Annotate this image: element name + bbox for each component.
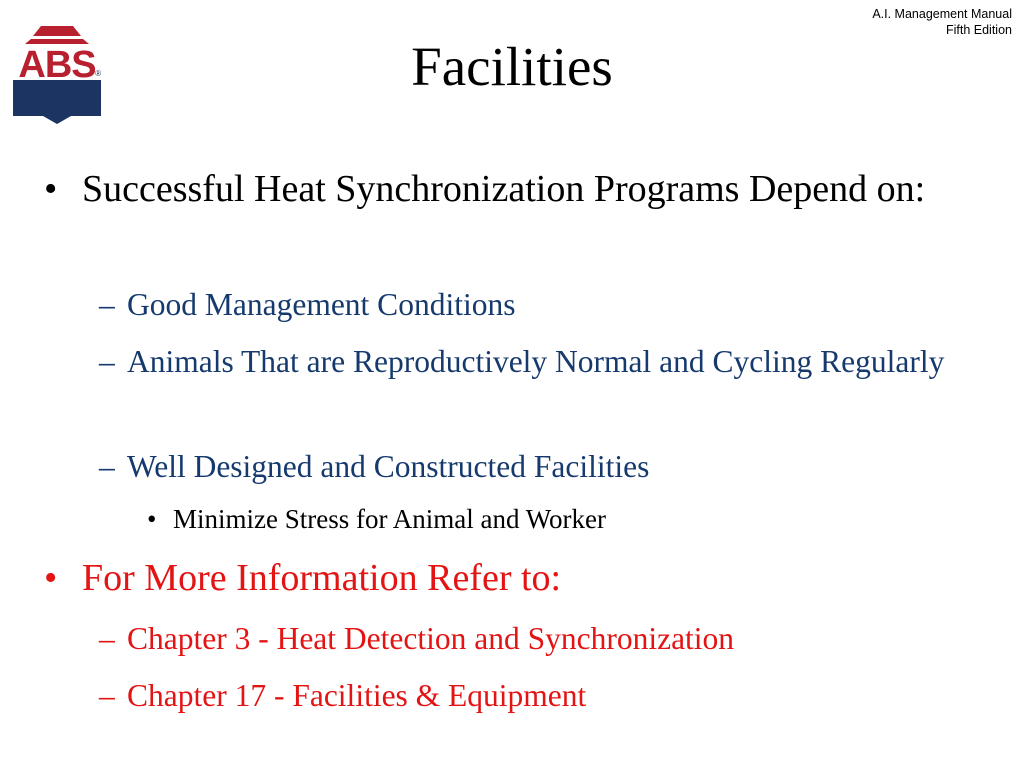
bullet-text: For More Information Refer to: [82, 557, 562, 599]
dash-marker: – [99, 344, 115, 379]
sub-sub-bullet-text: Minimize Stress for Animal and Worker [173, 504, 607, 534]
registered-mark: ® [95, 69, 101, 78]
sub-bullet-item [99, 672, 1007, 719]
bullet-marker: • [44, 168, 58, 210]
bullet-marker: • [44, 557, 58, 599]
slide-title: Facilities [411, 36, 613, 97]
dash-marker: – [99, 449, 115, 484]
manual-edition: Fifth Edition [945, 23, 1012, 37]
dash-marker: – [99, 287, 115, 322]
sub-bullet-text: Chapter 3 - Heat Detection and Synchronization [127, 621, 735, 656]
sub-bullet-item [99, 338, 1007, 385]
sub-bullet-text: Good Management Conditions [127, 287, 516, 322]
sub-bullet-text: Well Designed and Constructed Facilities [127, 449, 650, 484]
dash-marker: – [99, 678, 115, 713]
bullet-item [44, 555, 982, 602]
manual-title: A.I. Management Manual [872, 7, 1012, 21]
bullet-text: Successful Heat Synchronization Programs Depend on: [82, 168, 926, 210]
sub-bullet-text: Chapter 17 - Facilities & Equipment [127, 678, 587, 713]
sub-bullet-text: Animals That are Reproductively Normal and Cycling Regularly [127, 344, 945, 379]
bullet-marker: • [147, 504, 157, 534]
sub-bullet-item [99, 443, 1007, 490]
dash-marker: – [99, 621, 115, 656]
logo-text: ABS [18, 44, 96, 86]
bullet-item [44, 166, 982, 213]
sub-sub-bullet-item [147, 501, 973, 537]
sub-bullet-item [99, 281, 1007, 328]
sub-bullet-item [99, 615, 1007, 662]
